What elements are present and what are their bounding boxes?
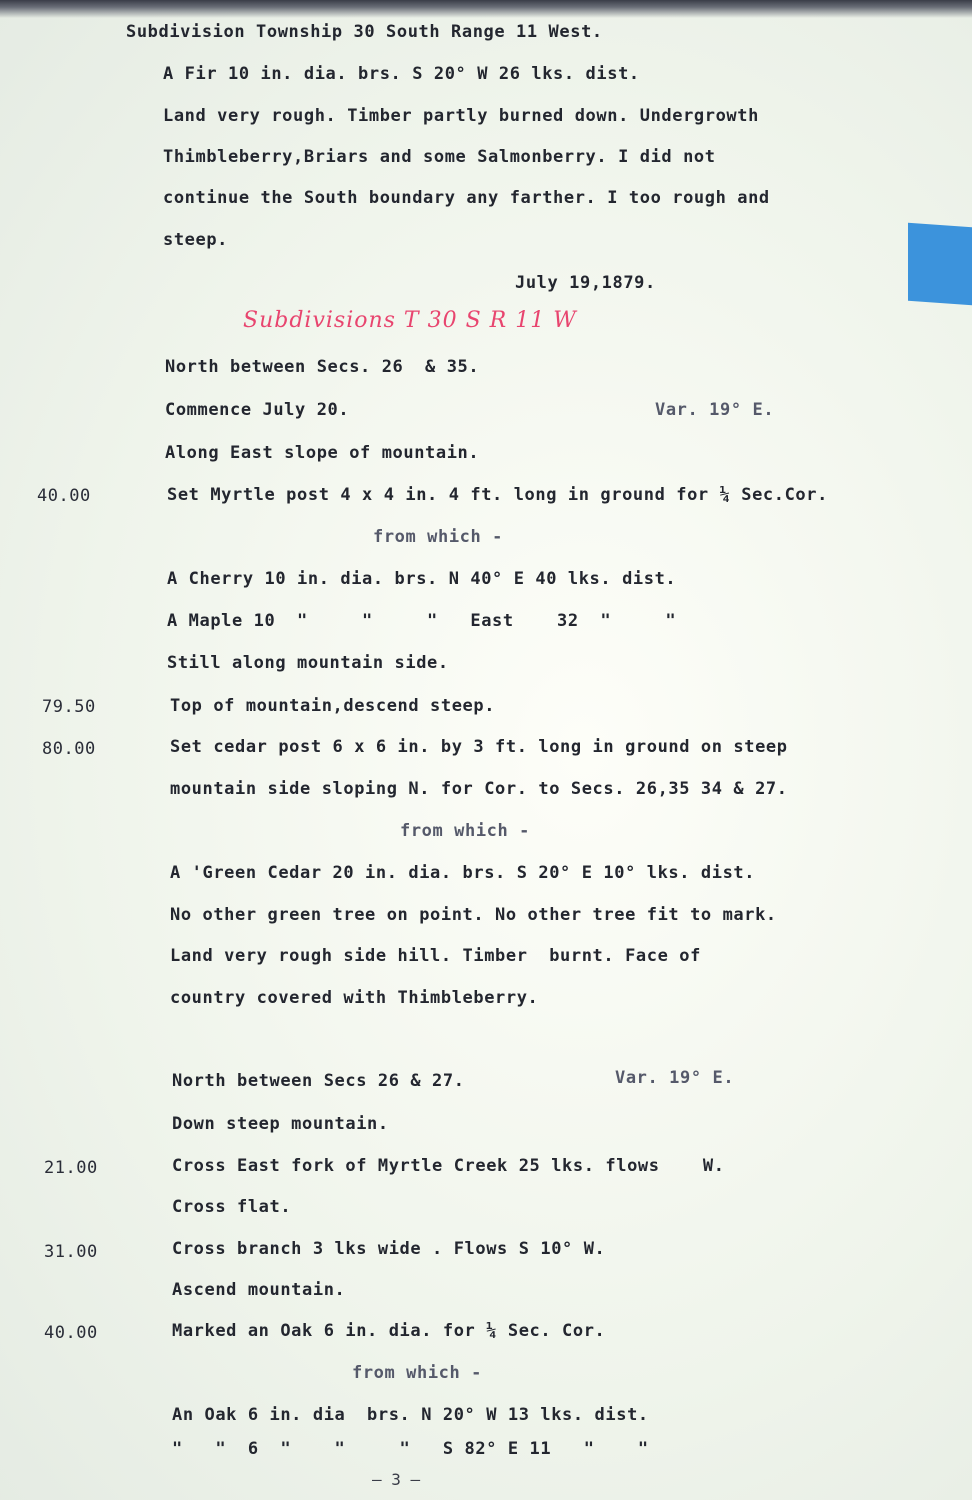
page-header: Subdivision Township 30 South Range 11 West. <box>126 22 603 42</box>
text-line: country covered with Thimbleberry. <box>170 988 539 1008</box>
distance-value: 40.00 <box>44 1323 98 1343</box>
text-line: Still along mountain side. <box>167 653 449 673</box>
text-line: Along East slope of mountain. <box>165 443 480 463</box>
text-line: mountain side sloping N. for Cor. to Secs. 26,35 34 & 27. <box>170 779 788 799</box>
text-line: An Oak 6 in. dia brs. N 20° W 13 lks. dist. <box>172 1405 649 1425</box>
text-line: from which - <box>352 1363 483 1383</box>
text-line: Down steep mountain. <box>172 1114 389 1134</box>
section-heading: Subdivisions T 30 S R 11 W <box>243 308 577 333</box>
text-line: Cross branch 3 lks wide . Flows S 10° W. <box>172 1239 606 1259</box>
text-line: continue the South boundary any farther. I too rough and <box>163 188 770 208</box>
blue-tab-marker <box>908 223 972 305</box>
text-line: Land very rough. Timber partly burned down. Undergrowth <box>163 106 759 126</box>
text-line: from which - <box>400 821 531 841</box>
text-line: Set Myrtle post 4 x 4 in. 4 ft. long in ground for ¼ Sec.Cor. <box>167 485 828 505</box>
text-line: Top of mountain,descend steep. <box>170 696 496 716</box>
text-line: steep. <box>163 230 229 250</box>
text-line: Cross flat. <box>172 1197 292 1217</box>
text-line: Marked an Oak 6 in. dia. for ¼ Sec. Cor. <box>172 1321 606 1341</box>
text-line: Land very rough side hill. Timber burnt. Face of <box>170 946 701 966</box>
date-line: July 19,1879. <box>515 273 656 293</box>
text-line: North between Secs 26 & 27. <box>172 1071 465 1091</box>
text-line: A 'Green Cedar 20 in. dia. brs. S 20° E 10° lks. dist. <box>170 863 756 883</box>
text-line: from which - <box>373 527 504 547</box>
distance-value: 79.50 <box>42 697 96 717</box>
text-line: A Cherry 10 in. dia. brs. N 40° E 40 lks. dist. <box>167 569 677 589</box>
text-line: North between Secs. 26 & 35. <box>165 357 480 377</box>
page-number: — 3 — <box>372 1470 421 1489</box>
text-line: " " 6 " " " S 82° E 11 " " <box>172 1439 649 1459</box>
distance-value: 31.00 <box>44 1242 98 1262</box>
text-line: Cross East fork of Myrtle Creek 25 lks. flows W. <box>172 1156 725 1176</box>
variation-note: Var. 19° E. <box>655 400 775 420</box>
text-line: A Maple 10 " " " East 32 " " <box>167 611 677 631</box>
text-line: A Fir 10 in. dia. brs. S 20° W 26 lks. dist. <box>163 64 640 84</box>
distance-value: 21.00 <box>44 1158 98 1178</box>
text-line: Thimbleberry,Briars and some Salmonberry. I did not <box>163 147 716 167</box>
text-line: No other green tree on point. No other tree fit to mark. <box>170 905 777 925</box>
scan-top-edge <box>0 0 972 18</box>
variation-note: Var. 19° E. <box>615 1068 735 1088</box>
distance-value: 80.00 <box>42 739 96 759</box>
distance-value: 40.00 <box>37 486 91 506</box>
text-line: Ascend mountain. <box>172 1280 346 1300</box>
text-line: Commence July 20. <box>165 400 350 420</box>
text-line: Set cedar post 6 x 6 in. by 3 ft. long in ground on steep <box>170 737 788 757</box>
